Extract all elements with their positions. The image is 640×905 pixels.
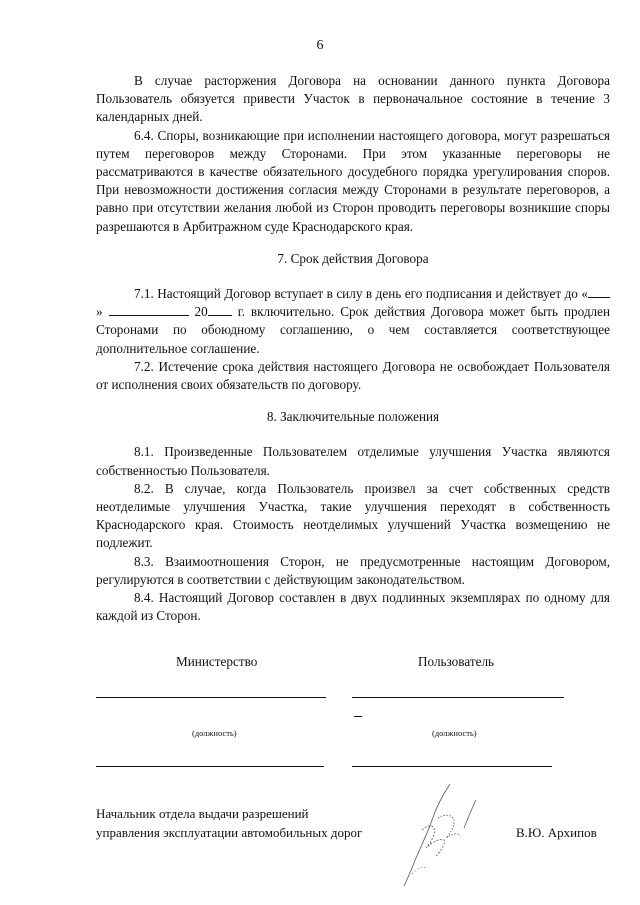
p71-end: г. включительно. Срок действия Договора может быть продлен Сторонами по обоюдному соглашению, о чем составляется соответствующее дополнительное соглашение. [96, 304, 611, 356]
ministry-signature-line [96, 697, 326, 698]
ministry-name-line [96, 766, 324, 767]
paragraph-7-1 [96, 285, 610, 358]
user-dash-mark [354, 716, 362, 717]
user-name-line [352, 766, 552, 767]
ministry-position-caption: (должность) [192, 728, 237, 738]
signatory-title-line1: Начальник отдела выдачи разрешений [96, 806, 309, 821]
month-blank [109, 303, 189, 316]
user-position-caption: (должность) [432, 728, 477, 738]
party-user-label: Пользователь [418, 654, 495, 669]
p71-quote-close: » [96, 304, 103, 320]
signatory-title-line2: управления эксплуатации автомобильных дорог [96, 825, 363, 840]
year-blank [208, 303, 232, 316]
day-blank [588, 285, 610, 298]
paragraph-8-3: 8.3. Взаимоотношения Сторон, не предусмотренные настоящим Договором, регулируются в соответствии с действующим законодательством. [96, 553, 610, 587]
page-number: 6 [316, 38, 324, 53]
handwritten-signature-icon [392, 778, 492, 888]
section-7-heading: 7. Срок действия Договора [277, 250, 429, 266]
document-body [96, 72, 610, 625]
section-8-heading: 8. Заключительные положения [266, 409, 440, 425]
paragraph-8-1: 8.1. Произведенные Пользователем отделимые улучшения Участка являются собственностью Пользователя. [96, 444, 610, 478]
party-ministry-label: Министерство [176, 654, 258, 669]
paragraph-8-4: 8.4. Настоящий Договор составлен в двух подлинных экземплярах по одному для каждой из Сторон. [96, 590, 610, 624]
signatory-name: В.Ю. Архипов [516, 825, 597, 840]
paragraph-8-2: 8.2. В случае, когда Пользователь произвел за счет собственных средств неотделимые улучшения Участка, такие улучшения переходят в собственность Краснодарского края. Стоимость неотделимых улучшений Участка возмещению не подлежит. [96, 480, 610, 551]
paragraph-6-4: 6.4. Споры, возникающие при исполнении настоящего договора, могут разрешаться путем переговоров между Сторонами. При этом указанные переговоры не рассматриваются в качестве обязательного досудебного порядка урегулирования споров. При невозможности достижения согласия между Сторонами в результате переговоров, а равно при отсутствии желания любой из Сторон проводить переговоры возникшие споры разрешаются в Арбитражном суде Краснодарского края. [96, 127, 610, 234]
user-signature-line [352, 697, 564, 698]
paragraph-7-2: 7.2. Истечение срока действия настоящего Договора не освобождает Пользователя от исполнения своих обязательств по договору. [96, 358, 610, 393]
p71-start: 7.1. Настоящий Договор вступает в силу в день его подписания и действует до « [134, 286, 588, 302]
p71-year-prefix: 20 [194, 304, 208, 320]
paragraph-termination: В случае расторжения Договора на основании данного пункта Договора Пользователь обязуется привести Участок в первоначальное состояние в течение 3 календарных дней. [96, 73, 610, 125]
